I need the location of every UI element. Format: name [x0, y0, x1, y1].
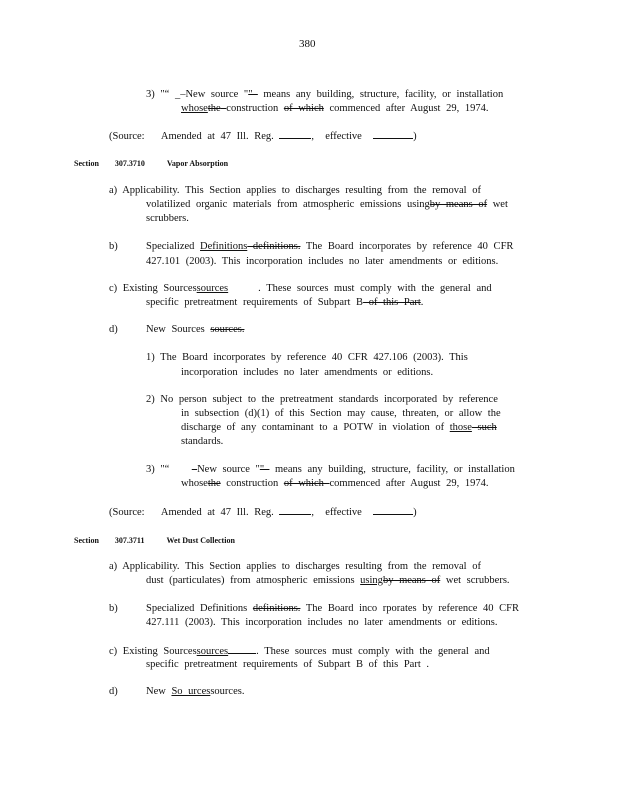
- section-3710-d-heading: New Sources sources.: [146, 324, 245, 335]
- section-3710-a-line-3: scrubbers.: [146, 213, 189, 224]
- section-3711-b-line-1: Specialized Definitions definitions. The Board inco rporates by reference 40 CFR: [146, 603, 520, 614]
- section-3711-d-label: d): [109, 686, 118, 697]
- source-note-1: (Source: Amended at 47 Ill. Reg. , effective ): [109, 131, 417, 142]
- section-3710-c-line-2: specific pretreatment requirements of Subpart B of this Part.: [146, 297, 424, 308]
- section-3710-d2-line-4: standards.: [181, 436, 224, 447]
- section-3710-d1-line-1: 1) The Board incorporates by reference 40 CFR 427.106 (2003). This: [146, 352, 468, 363]
- section-3711-a-line-1: a) Applicability. This Section applies to discharges resulting from the removal of: [109, 561, 481, 572]
- section-3710-d1-line-2: incorporation includes no later amendments or editions.: [181, 367, 434, 378]
- section-3710-a-line-2: volatilized organic materials from atmospheric emissions usingby means of wet: [146, 199, 508, 210]
- top-item-line-2: whosethe construction of which commenced after August 29, 1974.: [181, 103, 489, 114]
- section-3710-c-line-1: c) Existing Sourcessources . These sources must comply with the general and: [109, 283, 492, 294]
- section-3711-b-line-2: 427.111 (2003). This incorporation includes no later amendments or editions.: [146, 617, 498, 628]
- section-3710-d3-line-2: whosethe construction of which commenced after August 29, 1974.: [181, 478, 489, 489]
- section-3710-a-line-1: a) Applicability. This Section applies to discharges resulting from the removal of: [109, 185, 481, 196]
- section-3710-d2-line-2: in subsection (d)(1) of this Section may cause, threaten, or allow the: [181, 408, 501, 419]
- top-item-line-1: 3) "“ _–New source ""– means any building, structure, facility, or installation: [146, 89, 504, 100]
- section-3711-c-line-2: specific pretreatment requirements of Subpart B of this Part .: [146, 659, 430, 670]
- section-3710-d2-line-1: 2) No person subject to the pretreatment standards incorporated by reference: [146, 394, 498, 405]
- section-3711-b-label: b): [109, 603, 118, 614]
- page-number: 380: [299, 38, 316, 50]
- section-3710-b-label: b): [109, 241, 118, 252]
- section-heading-307-3711: Section 307.3711 Wet Dust Collection: [74, 536, 235, 545]
- section-3710-b-line-1: Specialized Definitions definitions. The Board incorporates by reference 40 CFR: [146, 241, 514, 252]
- section-3711-c-line-1: c) Existing Sourcessources . These sources must comply with the general and: [109, 646, 490, 657]
- section-3710-d2-line-3: discharge of any contaminant to a POTW in violation of those such: [181, 422, 497, 433]
- section-3710-b-line-2: 427.101 (2003). This incorporation includes no later amendments or editions.: [146, 256, 499, 267]
- section-3711-a-line-2: dust (particulates) from atmospheric emissions usingby means of wet scrubbers.: [146, 575, 510, 586]
- section-3710-d-label: d): [109, 324, 118, 335]
- source-note-2: (Source: Amended at 47 Ill. Reg. , effective ): [109, 507, 417, 518]
- section-3711-d-heading: New So urcessources.: [146, 686, 245, 697]
- section-3710-d3-line-1: 3) "“ –New source ""– means any building, structure, facility, or installation: [146, 464, 515, 475]
- section-heading-307-3710: Section 307.3710 Vapor Absorption: [74, 159, 229, 168]
